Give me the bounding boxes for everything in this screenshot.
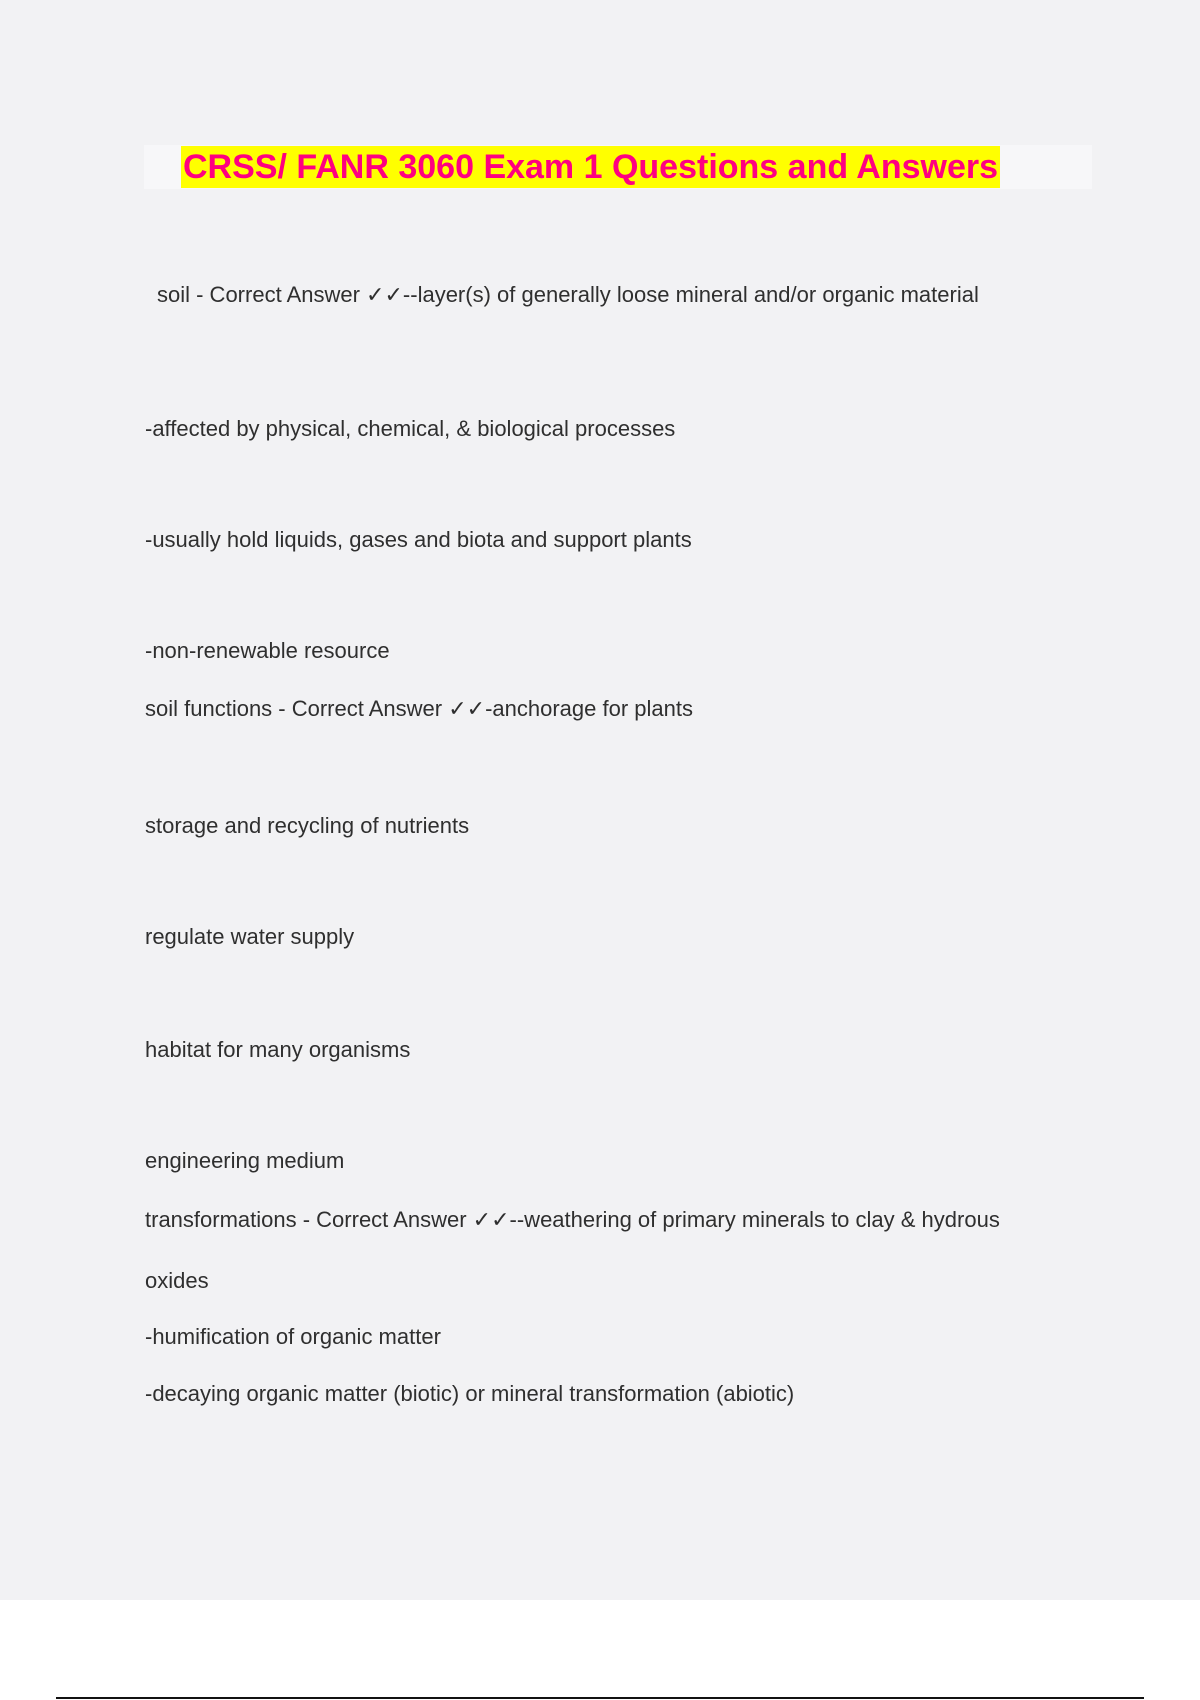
text-line: habitat for many organisms	[145, 1037, 411, 1062]
text-line: transformations - Correct Answer ✓✓--weathering of primary minerals to clay & hydrous	[145, 1207, 1000, 1232]
footer-rule	[56, 1697, 1144, 1699]
text-line: engineering medium	[145, 1148, 345, 1173]
page-title: CRSS/ FANR 3060 Exam 1 Questions and Answers	[183, 148, 999, 186]
text-line: soil functions - Correct Answer ✓✓-anchorage for plants	[145, 696, 693, 721]
text-line: regulate water supply	[145, 924, 355, 949]
text-line: -affected by physical, chemical, & biological processes	[145, 416, 676, 441]
text-line: storage and recycling of nutrients	[145, 813, 470, 838]
text-line: -usually hold liquids, gases and biota and support plants	[145, 527, 692, 552]
text-line: soil - Correct Answer ✓✓--layer(s) of generally loose mineral and/or organic material	[157, 282, 979, 307]
text-line: -humification of organic matter	[145, 1324, 441, 1349]
text-line: -non-renewable resource	[145, 638, 390, 663]
text-line: oxides	[145, 1268, 209, 1293]
text-line: -decaying organic matter (biotic) or mineral transformation (abiotic)	[145, 1381, 795, 1406]
